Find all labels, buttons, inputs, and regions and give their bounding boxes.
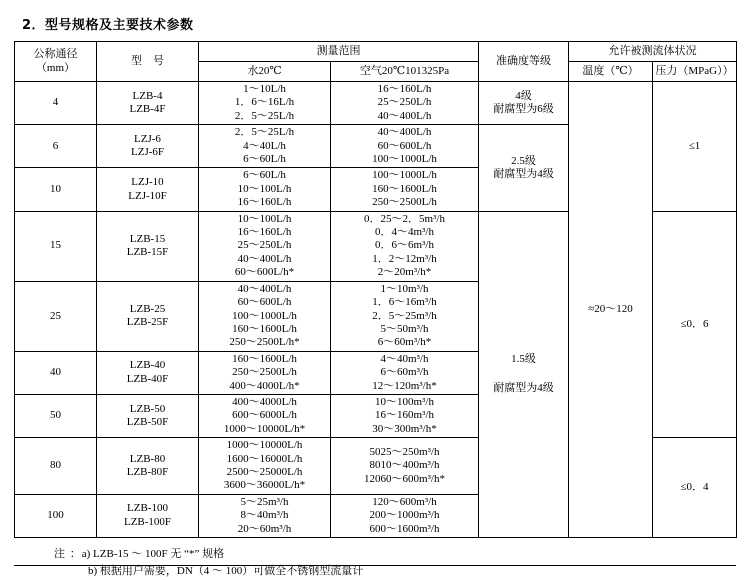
range-line: 1．2～12m³/h (372, 252, 437, 265)
cell-water-range (199, 438, 331, 495)
table-row (15, 82, 737, 125)
cell-air-range (331, 82, 479, 125)
model-line: LZB-100F (123, 515, 172, 528)
header-fluid: 允许被测流体状况 (569, 42, 737, 62)
header-accuracy: 准确度等级 (479, 42, 569, 82)
accuracy-line: 耐腐型为6级 (493, 103, 554, 116)
footer-divider (14, 565, 736, 566)
cell-air-range (331, 125, 479, 168)
range-line: 12060～600m³/h* (364, 472, 445, 485)
range-line: 600～1600m³/h (369, 522, 440, 535)
range-line: 16～160m³/h (375, 409, 434, 422)
range-line: 25～250L/h (377, 96, 432, 109)
range-line: 160～1600L/h (232, 352, 297, 365)
range-line: 8010～400m³/h (369, 459, 440, 472)
cell-dn: 6 (15, 125, 97, 168)
range-line: 30～300m³/h* (372, 422, 437, 435)
model-line: LZB-4F (129, 103, 166, 116)
range-line: 10～100m³/h (375, 395, 434, 408)
cell-pressure: ≤1 (653, 82, 737, 212)
range-line: 250～2500L/h (232, 366, 297, 379)
cell-dn: 4 (15, 82, 97, 125)
header-range-air: 空气20℃101325Pa (331, 62, 479, 82)
header-dn-label: 公称通径 (33, 47, 78, 60)
cell-accuracy (479, 211, 569, 537)
range-line: 120～600m³/h (372, 495, 437, 508)
range-line: 2～20m³/h* (377, 266, 432, 279)
range-line: 8～40m³/h (240, 509, 289, 522)
header-range-water: 水20℃ (199, 62, 331, 82)
model-line: LZB-40F (126, 372, 169, 385)
cell-model (97, 281, 199, 351)
header-dn-unit: （mm） (35, 61, 76, 74)
range-line: 60～600L/h* (234, 266, 295, 279)
range-line: 200～1000m³/h (369, 509, 440, 522)
cell-dn: 50 (15, 394, 97, 437)
range-line: 2．5～25L/h (234, 109, 295, 122)
cell-temperature: ≈20～120 (569, 82, 653, 538)
cell-water-range (199, 168, 331, 211)
model-line: LZJ-10F (128, 189, 167, 202)
cell-accuracy (479, 125, 569, 211)
range-line: 1．6～16L/h (234, 96, 295, 109)
range-line: 1600～16000L/h (226, 452, 303, 465)
range-line: 10～100L/h (237, 212, 292, 225)
range-line: 40～400L/h (237, 252, 292, 265)
range-line: 1～10m³/h (380, 282, 429, 295)
cell-water-range (199, 281, 331, 351)
range-line: 0．25～2．5m³/h (364, 212, 445, 225)
note-text-b: b) 根据用户需要，DN（4 ～ 100）可做全不锈钢型流量计 (88, 565, 364, 578)
range-line: 16～160L/h (237, 226, 292, 239)
cell-air-range (331, 211, 479, 281)
model-line: LZJ-10 (131, 176, 164, 189)
header-temperature: 温度（℃） (569, 62, 653, 82)
accuracy-line: 1.5级 (511, 352, 536, 365)
model-line: LZB-25 (129, 302, 166, 315)
model-line: LZB-4 (132, 89, 163, 102)
cell-air-range (331, 281, 479, 351)
cell-model (97, 125, 199, 168)
range-line: 20～60m³/h (237, 522, 292, 535)
model-line: LZB-40 (129, 359, 166, 372)
model-line: LZB-50 (129, 402, 166, 415)
range-line: 40～400L/h (377, 126, 432, 139)
range-line: 100～1000L/h (372, 169, 437, 182)
cell-water-range (199, 125, 331, 168)
notes-block (54, 546, 736, 580)
specification-table (14, 41, 737, 538)
range-line: 40～400L/h (237, 282, 292, 295)
range-line: 5025～250m³/h (369, 445, 440, 458)
range-line: 250～2500L/h (372, 196, 437, 209)
cell-dn: 100 (15, 494, 97, 537)
range-line: 5～25m³/h (240, 495, 289, 508)
cell-model (97, 394, 199, 437)
model-line: LZB-80 (129, 452, 166, 465)
cell-air-range (331, 394, 479, 437)
range-line: 0．6～6m³/h (375, 239, 434, 252)
cell-model (97, 82, 199, 125)
note-text-a: a) LZB-15 ～ 100F 无 “*” 规格 (81, 548, 225, 560)
range-line: 1．6～16m³/h (372, 296, 437, 309)
range-line: 400～4000L/h* (229, 379, 300, 392)
range-line: 12～120m³/h* (372, 379, 437, 392)
accuracy-line: 耐腐型为4级 (493, 167, 554, 180)
page-title: 2．型号规格及主要技术参数 (22, 18, 194, 33)
table-header-row (15, 42, 737, 62)
cell-accuracy (479, 82, 569, 125)
range-line: 6～60L/h (243, 169, 286, 182)
cell-air-range (331, 438, 479, 495)
range-line: 4～40L/h (243, 139, 286, 152)
range-line: 6～60m³/h* (377, 336, 432, 349)
cell-dn: 10 (15, 168, 97, 211)
range-line: 100～1000L/h (232, 309, 297, 322)
accuracy-line: 耐腐型为4级 (493, 382, 554, 395)
cell-water-range (199, 494, 331, 537)
cell-air-range (331, 494, 479, 537)
header-range: 测量范围 (199, 42, 479, 62)
range-line: 0．4～4m³/h (375, 226, 434, 239)
cell-air-range (331, 351, 479, 394)
range-line: 400～4000L/h (232, 395, 297, 408)
cell-dn: 15 (15, 211, 97, 281)
cell-pressure: ≤0．6 (653, 211, 737, 438)
range-line: 250～2500L/h* (229, 336, 300, 349)
header-pressure: 压力（MPaG）） (653, 62, 737, 82)
range-line: 160～1600L/h (372, 182, 437, 195)
range-line: 160～1600L/h (232, 322, 297, 335)
cell-water-range (199, 211, 331, 281)
cell-water-range (199, 82, 331, 125)
notes-label: 注 ： (54, 548, 82, 560)
accuracy-line: 2.5级 (511, 154, 536, 167)
model-line: LZB-100 (127, 502, 168, 515)
range-line: 25～250L/h (237, 239, 292, 252)
cell-dn: 25 (15, 281, 97, 351)
range-line: 4～40m³/h (380, 352, 429, 365)
range-line: 60～600L/h (377, 139, 432, 152)
cell-water-range (199, 351, 331, 394)
range-line: 1000～10000L/h (226, 439, 303, 452)
cell-model (97, 494, 199, 537)
range-line: 600～6000L/h (232, 409, 297, 422)
header-dn (15, 42, 97, 82)
model-line: LZB-25F (126, 316, 169, 329)
range-line: 5～50m³/h (380, 322, 429, 335)
accuracy-line: 4级 (515, 89, 532, 102)
range-line: 6～60L/h (243, 153, 286, 166)
range-line: 16～160L/h (377, 83, 432, 95)
cell-dn: 80 (15, 438, 97, 495)
range-line: 100～1000L/h (372, 153, 437, 166)
range-line: 3600～36000L/h* (223, 479, 306, 492)
model-line: LZJ-6F (131, 146, 164, 159)
model-line: LZJ-6 (134, 132, 161, 145)
range-line: 60～600L/h (237, 296, 292, 309)
cell-model (97, 211, 199, 281)
cell-pressure: ≤0．4 (653, 438, 737, 538)
range-line: 2．5～25m³/h (372, 309, 437, 322)
model-line: LZB-80F (126, 465, 169, 478)
cell-model (97, 168, 199, 211)
cell-air-range (331, 168, 479, 211)
note-line-a (54, 546, 736, 563)
range-line: 1～10L/h (243, 83, 286, 95)
range-line: 10～100L/h (237, 182, 292, 195)
range-line: 40～400L/h (377, 109, 432, 122)
header-model: 型 号 (97, 42, 199, 82)
model-line: LZB-15F (126, 246, 169, 259)
range-line: 1000～10000L/h* (223, 422, 306, 435)
range-line: 16～160L/h (237, 196, 292, 209)
model-line: LZB-15 (129, 232, 166, 245)
cell-dn: 40 (15, 351, 97, 394)
range-line: 2．5～25L/h (234, 126, 295, 139)
cell-model (97, 351, 199, 394)
cell-water-range (199, 394, 331, 437)
range-line: 2500～25000L/h (226, 465, 303, 478)
range-line: 6～60m³/h (380, 366, 429, 379)
cell-model (97, 438, 199, 495)
model-line: LZB-50F (126, 416, 169, 429)
